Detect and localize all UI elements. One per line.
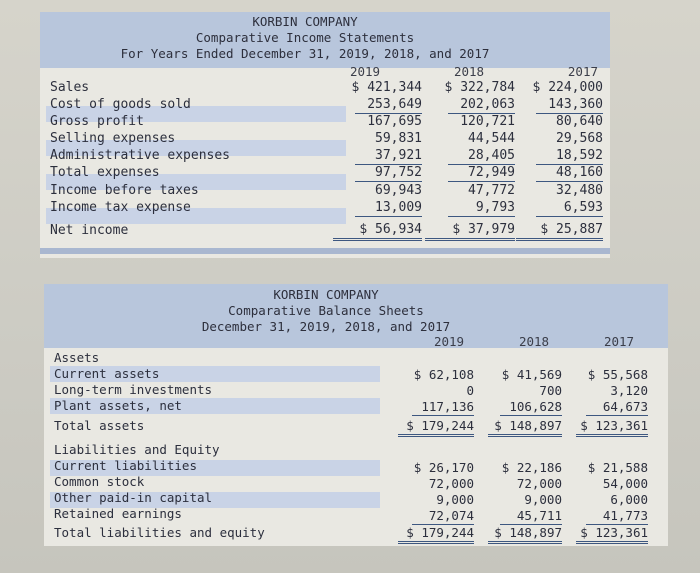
value-2018: 28,405	[448, 148, 515, 165]
row-label: Current assets	[54, 366, 160, 381]
value-2019: 167,695	[367, 114, 422, 129]
value-2019: 253,649	[355, 97, 422, 114]
bs-period: December 31, 2019, 2018, and 2017	[201, 319, 451, 334]
value-2017: 32,480	[556, 183, 603, 198]
value-2018: 44,544	[468, 131, 515, 146]
value-2019: $ 26,170	[413, 460, 474, 475]
row-label: Total assets	[54, 418, 145, 433]
value-2017: 6,593	[536, 200, 603, 217]
value-2017: 41,773	[586, 508, 648, 525]
bs-year-2019: 2019	[433, 334, 465, 349]
value-2017: 143,360	[536, 97, 603, 114]
value-2018: $ 41,569	[501, 367, 562, 382]
value-2019: 13,009	[355, 200, 422, 217]
bs-year-2018: 2018	[518, 334, 550, 349]
row-label: Income before taxes	[50, 183, 199, 198]
value-2018: 47,772	[468, 183, 515, 198]
is-period: For Years Ended December 31, 2019, 2018, and 2017	[120, 46, 490, 61]
is-year-2019: 2019	[349, 64, 381, 79]
balance-sheet	[44, 284, 668, 546]
value-2017: 29,568	[556, 131, 603, 146]
is-year-2017: 2017	[567, 64, 598, 79]
row-label: Other paid-in capital	[54, 490, 213, 505]
value-2019: 117,136	[412, 399, 474, 416]
value-2018: 120,721	[460, 114, 515, 129]
value-2019: 69,943	[375, 183, 422, 198]
value-2017: $ 21,588	[587, 460, 648, 475]
row-label: Total liabilities and equity	[54, 525, 265, 540]
is-company-name: KORBIN COMPANY	[252, 14, 358, 29]
value-2019: $ 179,244	[398, 418, 474, 437]
value-2019: 9,000	[436, 492, 474, 507]
value-2019: $ 421,344	[351, 80, 422, 95]
row-label: Long-term investments	[54, 382, 213, 397]
row-label: Retained earnings	[54, 506, 182, 521]
value-2018: 72,949	[448, 165, 515, 182]
value-2019: 59,831	[375, 131, 422, 146]
value-2017: 64,673	[586, 399, 648, 416]
value-2017: 18,592	[536, 148, 603, 165]
value-2017: $ 55,568	[587, 367, 648, 382]
value-2017: $ 224,000	[532, 80, 603, 95]
is-year-2018: 2018	[453, 64, 485, 79]
value-2018: $ 148,897	[488, 418, 562, 437]
value-2019: $ 56,934	[333, 222, 422, 241]
value-2019: $ 179,244	[398, 525, 474, 544]
value-2018: $ 148,897	[488, 525, 562, 544]
row-label: Current liabilities	[54, 458, 197, 473]
income-statement	[40, 12, 610, 258]
row-label: Selling expenses	[50, 131, 176, 146]
row-label: Plant assets, net	[54, 398, 182, 413]
row-label: Gross profit	[50, 114, 144, 129]
row-label: Total expenses	[50, 165, 160, 180]
is-footer-bar	[40, 248, 610, 254]
bs-year-2017: 2017	[603, 334, 635, 349]
value-2019: 37,921	[355, 148, 422, 165]
value-2018: 202,063	[448, 97, 515, 114]
value-2017: 54,000	[602, 476, 648, 491]
value-2018: 72,000	[516, 476, 562, 491]
value-2018: $ 22,186	[501, 460, 562, 475]
assets-heading: Assets	[54, 350, 100, 365]
value-2017: $ 123,361	[576, 418, 648, 437]
is-title: Comparative Income Statements	[195, 30, 415, 45]
value-2017: 48,160	[536, 165, 603, 182]
bs-title: Comparative Balance Sheets	[228, 303, 424, 318]
value-2018: 9,793	[448, 200, 515, 217]
value-2018: 106,628	[500, 399, 562, 416]
value-2019: 0	[466, 383, 474, 398]
bs-company-name: KORBIN COMPANY	[273, 287, 379, 302]
row-label: Net income	[50, 223, 129, 238]
value-2018: 9,000	[524, 492, 562, 507]
row-label: Common stock	[54, 474, 145, 489]
value-2017: $ 123,361	[576, 525, 648, 544]
value-2019: 72,074	[412, 508, 474, 525]
value-2018: 45,711	[500, 508, 562, 525]
value-2017: 3,120	[610, 383, 648, 398]
value-2019: 72,000	[428, 476, 474, 491]
value-2018: $ 322,784	[444, 80, 515, 95]
value-2017: 6,000	[610, 492, 648, 507]
liabilities-heading: Liabilities and Equity	[54, 442, 220, 457]
row-label: Cost of goods sold	[50, 97, 191, 112]
value-2018: $ 37,979	[425, 222, 515, 241]
row-label: Administrative expenses	[50, 148, 231, 163]
value-2019: 97,752	[355, 165, 422, 182]
row-label: Income tax expense	[50, 200, 191, 215]
value-2018: 700	[539, 383, 562, 398]
row-label: Sales	[50, 80, 90, 95]
value-2017: $ 25,887	[516, 222, 603, 241]
value-2019: $ 62,108	[413, 367, 474, 382]
value-2017: 80,640	[556, 114, 603, 129]
